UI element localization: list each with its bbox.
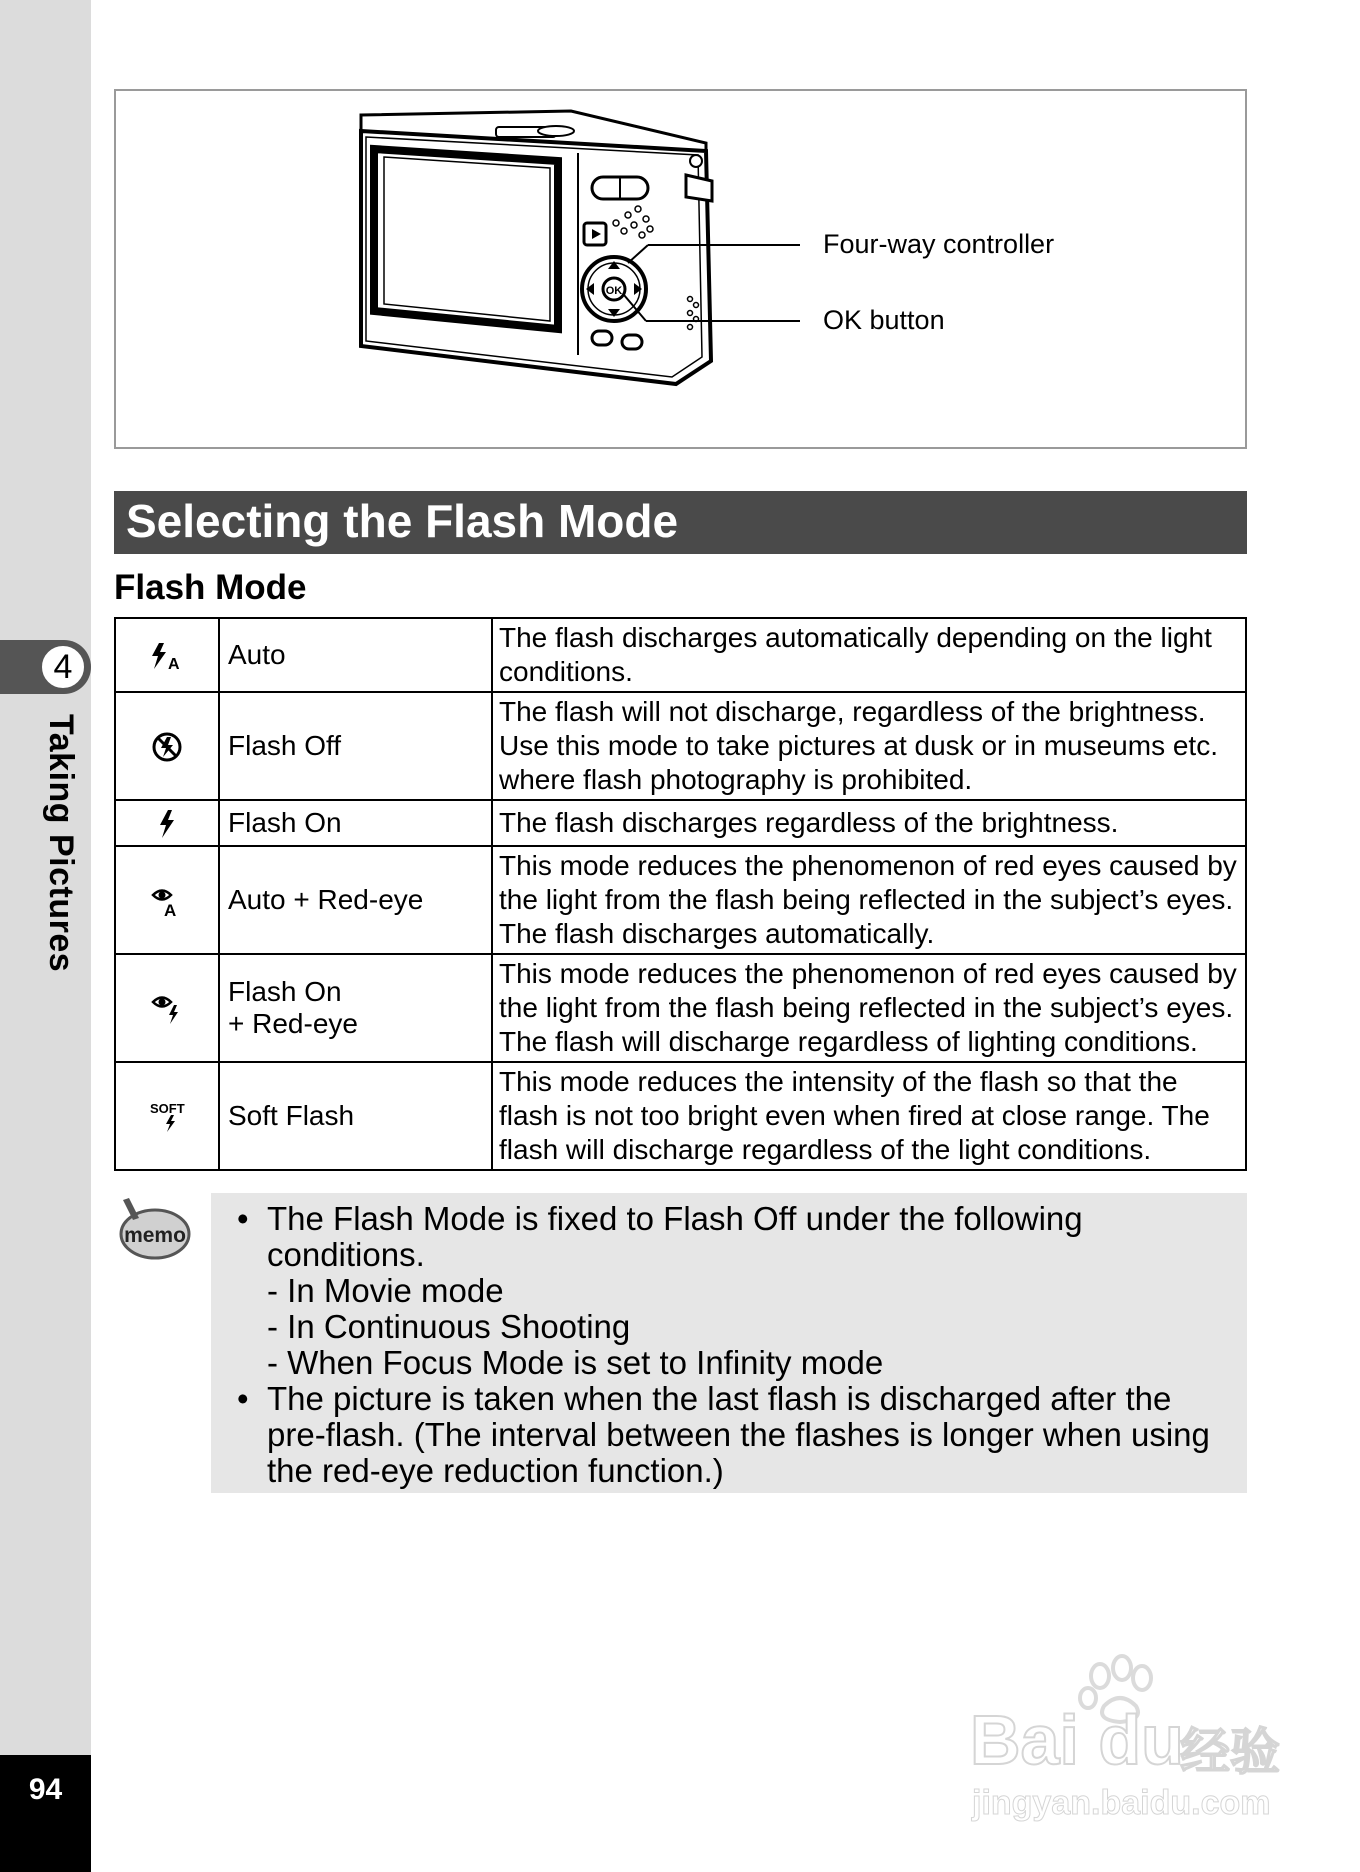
- flash-on-icon: [157, 809, 177, 839]
- page-number-box: [0, 1755, 91, 1872]
- watermark-brand: Bai du: [970, 1701, 1184, 1779]
- table-row: [115, 954, 1246, 1062]
- mode-name: Flash Off: [219, 692, 492, 800]
- svg-text:A: A: [164, 901, 177, 918]
- flash-off-icon: [151, 731, 183, 763]
- camera-illustration: [116, 91, 1245, 447]
- flash-mode-table: [114, 617, 1247, 1171]
- mode-name: Soft Flash: [219, 1062, 492, 1170]
- subsection-title: Flash Mode: [114, 568, 307, 607]
- mode-name: [219, 954, 492, 1062]
- memo-bullet: [225, 1201, 1237, 1381]
- svg-text:A: A: [168, 656, 180, 672]
- camera-figure: [114, 89, 1247, 449]
- memo-box: [211, 1193, 1247, 1493]
- chapter-number: 4: [40, 644, 86, 690]
- mode-description: This mode reduces the intensity of the flash so that the flash is not too bright even when fired at close range. The flash will discharge regardless of the light conditions.: [492, 1062, 1246, 1170]
- bullet-marker: •: [237, 1380, 249, 1417]
- mode-icon-cell: [115, 692, 219, 800]
- flash-auto-icon: [149, 641, 185, 671]
- memo-line: The Flash Mode is fixed to Flash Off under the following conditions.: [267, 1200, 1083, 1273]
- table-row: [115, 800, 1246, 846]
- mode-description: The flash discharges automatically depending on the light conditions.: [492, 618, 1246, 692]
- mode-description: The flash discharges regardless of the brightness.: [492, 800, 1246, 846]
- mode-description: This mode reduces the phenomenon of red eyes caused by the light from the flash being reflected in the subject’s eyes. The flash discharges automatically.: [492, 846, 1246, 954]
- flash-on-red-eye-icon: [150, 991, 184, 1025]
- mode-icon-cell: [115, 954, 219, 1062]
- ok-key-label: OK: [605, 285, 623, 297]
- section-title: Selecting the Flash Mode: [114, 491, 1247, 554]
- mode-icon-cell: [115, 1062, 219, 1170]
- memo-icon: [115, 1196, 191, 1262]
- table-row: [115, 618, 1246, 692]
- memo-label: memo: [124, 1224, 186, 1247]
- soft-flash-icon: [149, 1099, 185, 1133]
- watermark-url: jingyan.baidu.com: [972, 1784, 1271, 1822]
- mode-name-line: + Red-eye: [228, 1008, 358, 1039]
- memo-bullet: [225, 1381, 1237, 1489]
- chapter-tab: [0, 640, 91, 694]
- mode-name: Flash On: [219, 800, 492, 846]
- mode-description: The flash will not discharge, regardless of the brightness. Use this mode to take pictures at dusk or in museums etc. where flash photography is prohibited.: [492, 692, 1246, 800]
- bullet-marker: •: [237, 1200, 249, 1237]
- soft-flash-icon-text: SOFT: [150, 1101, 185, 1117]
- mode-icon-cell: [115, 846, 219, 954]
- chapter-title: Taking Pictures: [42, 714, 80, 973]
- page-number: 94: [28, 1773, 63, 1806]
- table-row: [115, 1062, 1246, 1170]
- watermark-cn: 经验: [1180, 1724, 1280, 1780]
- mode-description: This mode reduces the phenomenon of red eyes caused by the light from the flash being reflected in the subject’s eyes. The flash will discharge regardless of lighting conditions.: [492, 954, 1246, 1062]
- callout-ok-button: OK button: [823, 305, 945, 335]
- mode-icon-cell: [115, 618, 219, 692]
- memo-line: - When Focus Mode is set to Infinity mode: [267, 1344, 884, 1381]
- table-row: [115, 846, 1246, 954]
- auto-red-eye-icon: [150, 883, 184, 917]
- callout-four-way-controller: Four-way controller: [823, 229, 1055, 259]
- mode-name-line: Flash On: [228, 976, 342, 1007]
- mode-icon-cell: [115, 800, 219, 846]
- memo-line: - In Continuous Shooting: [267, 1308, 631, 1345]
- memo-line: The picture is taken when the last flash is discharged after the pre-flash. (The interval between the flashes is longer when using the red-eye reduction function.): [267, 1380, 1210, 1489]
- memo-line: - In Movie mode: [267, 1272, 504, 1309]
- table-row: [115, 692, 1246, 800]
- mode-name: Auto + Red-eye: [219, 846, 492, 954]
- mode-name: Auto: [219, 618, 492, 692]
